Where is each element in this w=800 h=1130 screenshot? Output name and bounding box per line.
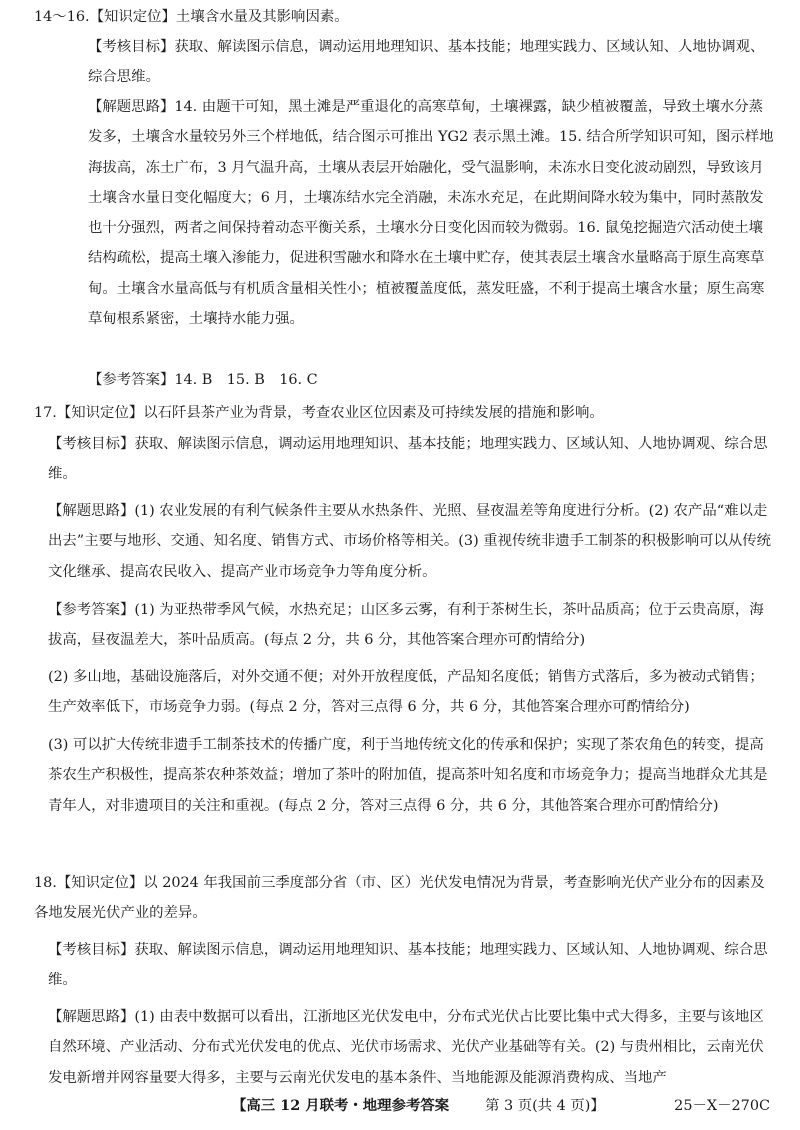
footer-code: 25－X－270C xyxy=(674,1098,770,1114)
q14-16-answer: 【参考答案】14. B 15. B 16. C xyxy=(88,372,318,388)
footer-page-number: 第 3 页(共 4 页)】 xyxy=(485,1098,605,1114)
q18-objective: 【考核目标】获取、解读图示信息，调动运用地理知识、基本技能；地理实践力、区域认知、人地协调观、综合思维。 xyxy=(48,942,768,989)
q14-16-knowledge: 14～16.【知识定位】土壤含水量及其影响因素。 xyxy=(34,9,349,25)
q18-knowledge: 18.【知识定位】以 2024 年我国前三季度部分省（市、区）光伏发电情况为背景，考查影响光伏产业分布的因素及各地发展光伏产业的差异。 xyxy=(34,875,765,922)
footer-title: 【高三 12 月联考・地理参考答案 xyxy=(232,1097,464,1114)
q17-knowledge: 17.【知识定位】以石阡县茶产业为背景，考查农业区位因素及可持续发展的措施和影响。 xyxy=(34,405,604,421)
q17-answer-3: (3) 可以扩大传统非遗手工制茶技术的传播广度，利于当地传统文化的传承和保护；实现了茶农角色的转变，提高茶农生产积极性，提高茶农种茶效益；增加了茶叶的附加值，提高茶叶知名度和市场竞争力；提高当地群众尤其是青年人，对非遗项目的关注和重视。(每点 2 分，答对三点得 6 分，共 6 分，其他答案合理亦可酌情给分) xyxy=(48,737,768,814)
q18-reasoning: 【解题思路】(1) 由表中数据可以看出，江浙地区光伏发电中，分布式光伏占比要比集中式大得多，主要与该地区自然环境、产业活动、分布式光伏发电的优点、光伏市场需求、光伏产业基础等有关。(2) 与贵州相比，云南光伏发电新增并网容量要大得多，主要与云南光伏发电的基本条件、当地能源及能源消费构成、当地产 xyxy=(48,1009,764,1086)
q17-objective: 【考核目标】获取、解读图示信息，调动运用地理知识、基本技能；地理实践力、区域认知、人地协调观、综合思维。 xyxy=(48,436,768,483)
q14-16-objective: 【考核目标】获取、解读图示信息，调动运用地理知识、基本技能；地理实践力、区域认知、人地协调观、综合思维。 xyxy=(88,39,765,86)
q17-answer-1: 【参考答案】(1) 为亚热带季风气候，水热充足；山区多云雾，有利于茶树生长，茶叶品质高；位于云贵高原，海拔高，昼夜温差大，茶叶品质高。(每点 2 分，共 6 分，其他答案合理亦可酌情给分) xyxy=(48,602,764,649)
page-footer xyxy=(0,1094,800,1120)
q17-reasoning: 【解题思路】(1) 农业发展的有利气候条件主要从水热条件、光照、昼夜温差等角度进行分析。(2) 农产品“难以走出去”主要与地形、交通、知名度、销售方式、市场价格等相关。(3) 重视传统非遗手工制茶的积极影响可以从传统文化继承、提高农民收入、提高产业市场竞争力等角度分析。 xyxy=(48,503,772,580)
q17-answer-2: (2) 多山地，基础设施落后，对外交通不便；对外开放程度低，产品知名度低；销售方式落后，多为被动式销售；生产效率低下，市场竞争力弱。(每点 2 分，答对三点得 6 分，共 6 分，其他答案合理亦可酌情给分) xyxy=(48,669,764,716)
q14-16-reasoning: 【解题思路】14. 由题干可知，黑土滩是严重退化的高寒草甸，土壤裸露，缺少植被覆盖，导致土壤水分蒸发多，土壤含水量较另外三个样地低，结合图示可推出 YG2 表示黑土滩。15. 结合所学知识可知，图示样地海拔高，冻土广布，3 月气温升高，土壤从表层开始融化，受气温影响，未冻水日变化波动剧烈，导致该月土壤含水量日变化幅度大；6 月，土壤冻结水完全消融，未冻水充足，在此期间降水较为集中，同时蒸散发也十分强烈，两者之间保持着动态平衡关系，土壤水分日变化因而较为微弱。16. 鼠兔挖掘造穴活动使土壤结构疏松，提高土壤入渗能力，促进积雪融水和降水在土壤中贮存，使其表层土壤含水量略高于原生高寒草甸。土壤含水量高低与有机质含量相关性小；植被覆盖度低，蒸发旺盛，不利于提高土壤含水量；原生高寒草甸根系紧密，土壤持水能力强。 xyxy=(88,99,774,328)
